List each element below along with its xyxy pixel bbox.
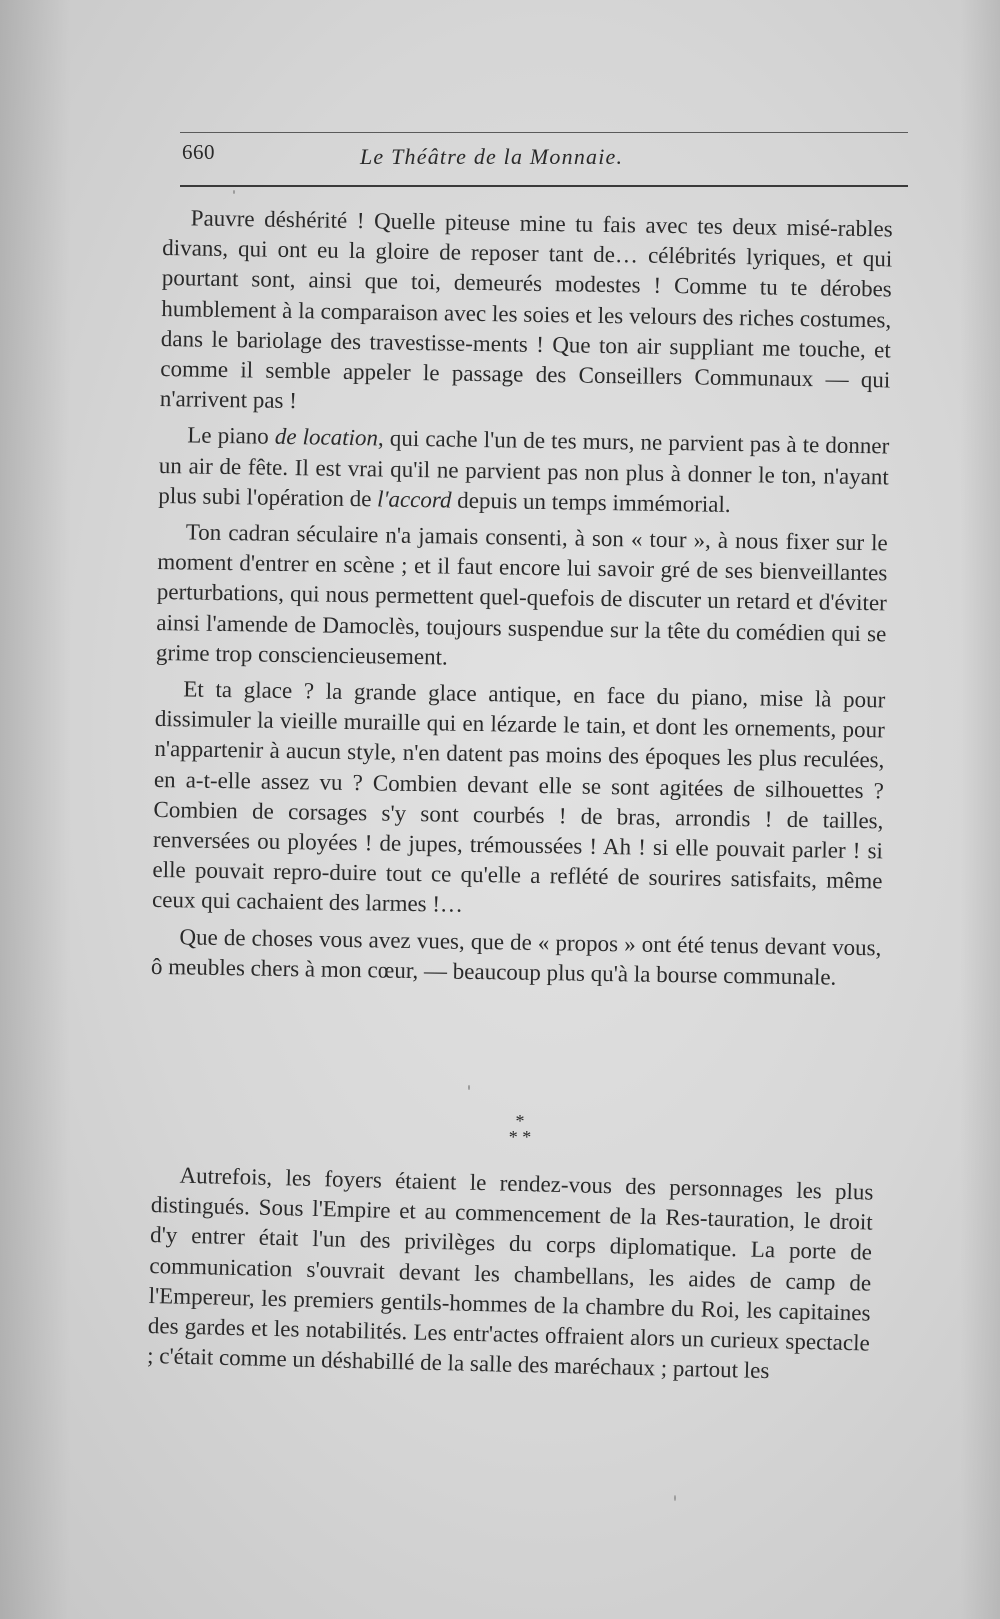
paper-speck xyxy=(233,190,235,194)
italic-phrase: de location xyxy=(274,424,379,451)
paragraph: Pauvre déshérité ! Quelle piteuse mine tu fais avec tes deux misé-rables divans, qui ont eu la gloire de reposer tant de… célébrités lyriques, et qui pourtant sont, ainsi que toi, demeurés modestes ! Comme tu te dérobes humblement à la comparaison avec les soies et les velours des riches costumes, dans le bariolage des travestisse-ments ! Que ton air suppliant me touche, et comme il semble appeler le passage des Conseillers Communaux — qui n'arrivent pas ! xyxy=(159,205,893,414)
body-text-section-2 xyxy=(147,1160,874,1395)
header-bottom-rule xyxy=(180,185,908,187)
italic-phrase: l'accord xyxy=(376,486,452,513)
paper-speck xyxy=(468,1085,470,1090)
paragraph: Que de choses vous avez vues, que de « propos » ont été tenus devant vous, ô meubles chers à mon cœur, — beaucoup plus qu'à la bourse communale. xyxy=(150,924,882,990)
body-text-section-1 xyxy=(151,203,893,999)
paragraph: Autrefois, les foyers étaient le rendez-vous des personnages les plus distingués. Sous l'Empire et au commencement de la Res-tauration, le droit d'y entrer était l'un des privilèges du corps diplomatique. La porte de communication s'ouvrait devant les chambellans, les aides de camp de l'Empereur, les premiers gentils-hommes de la chambre du Roi, les capitaines des gardes et les notabilités. Les entr'actes offraient alors un curieux spectacle ; c'était comme un déshabillé de la salle des maréchaux ; partout les xyxy=(146,1162,874,1384)
section-separator-asterism xyxy=(490,1113,550,1153)
header-top-rule xyxy=(180,132,908,133)
page-header xyxy=(180,128,908,188)
asterism-top: * xyxy=(515,1111,525,1131)
paragraph: Le piano de location, qui cache l'un de tes murs, ne parvient pas à te donner un air de fête. Il est vrai qu'il ne parvient pas non plus à donner le ton, n'ayant plus subi l'opération de l'accord depuis un temps immémorial. xyxy=(158,422,890,517)
running-title: Le Théâtre de la Monnaie. xyxy=(360,144,624,169)
asterism-bottom: * * xyxy=(508,1127,532,1147)
paper-speck xyxy=(674,1495,676,1501)
page-number: 660 xyxy=(182,140,215,164)
paragraph: Ton cadran séculaire n'a jamais consenti, à son « tour », à nous fixer sur le moment d'entrer en scène ; et il faut encore lui savoir gré de ses bienveillantes perturbations, qui nous permettent quel-quefois de discuter un retard et d'éviter ainsi l'amende de Damoclès, toujours suspendue sur la tête du comédien qui se grime trop consciencieusement. xyxy=(155,519,888,670)
paragraph: Et ta glace ? la grande glace antique, en face du piano, mise là pour dissimuler la vieille muraille qui en lézarde le tain, et dont les ornements, pour n'appartenir à aucun style, n'en datent pas moins des époques les plus reculées, en a-t-elle assez vu ? Combien devant elle se sont agitées de silhouettes ? Combien de corsages s'y sont courbés ! de bras, arrondis ! de tailles, renversées ou ployées ! de jupes, trémoussées ! Ah ! si elle pouvait parler ! si elle pouvait repro-duire tout ce qu'elle a reflété de sourires satisfaits, même ceux qui cachaient des larmes !… xyxy=(151,676,886,918)
